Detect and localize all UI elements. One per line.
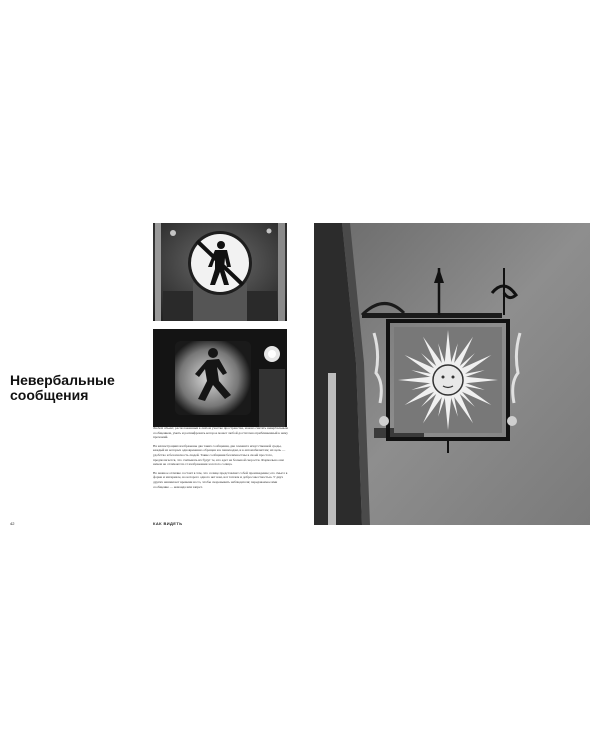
running-head: КАК ВИДЕТЬ <box>153 521 183 526</box>
page-number: 42 <box>10 521 15 526</box>
sun-shop-sign-photo <box>314 223 590 525</box>
walk-signal-photo <box>153 329 287 427</box>
no-pedestrian-sign-photo <box>153 223 287 321</box>
paragraph: Любой объект, расположенный в любом участке пространства, можно считать невербальным сообщением, уметь и расшифровать которое может любой достаточно приближенный к нему прохожий. <box>153 426 288 440</box>
paragraph: На иллюстрациях изображены два таких сообщения, два элемента искусственной среды, каждый из которых одновременно обращен и к пешеходам, и к автомобилистам; их цель — удобство и безопасность людей. Такие сообщения безличностны в своей простоте, предполагается, что считывать их будут те, кто едет на большой скорости. Формально они ничем не отличаются от изображения золотого солнца. <box>153 443 286 467</box>
body-text <box>153 426 290 493</box>
section-heading: Невербальные сообщения <box>10 372 115 403</box>
paragraph: Но важное отличие состоит в том, что солнце представляет собой произведение; его смысл в форме и материале, но которого одного нет нам, вот теплом и добросовестностью. У двух других нашим нет времени на то, чтобы очаровывать наблюдателя; передаваемое ими сообщение — команда или запрет. <box>153 470 288 489</box>
